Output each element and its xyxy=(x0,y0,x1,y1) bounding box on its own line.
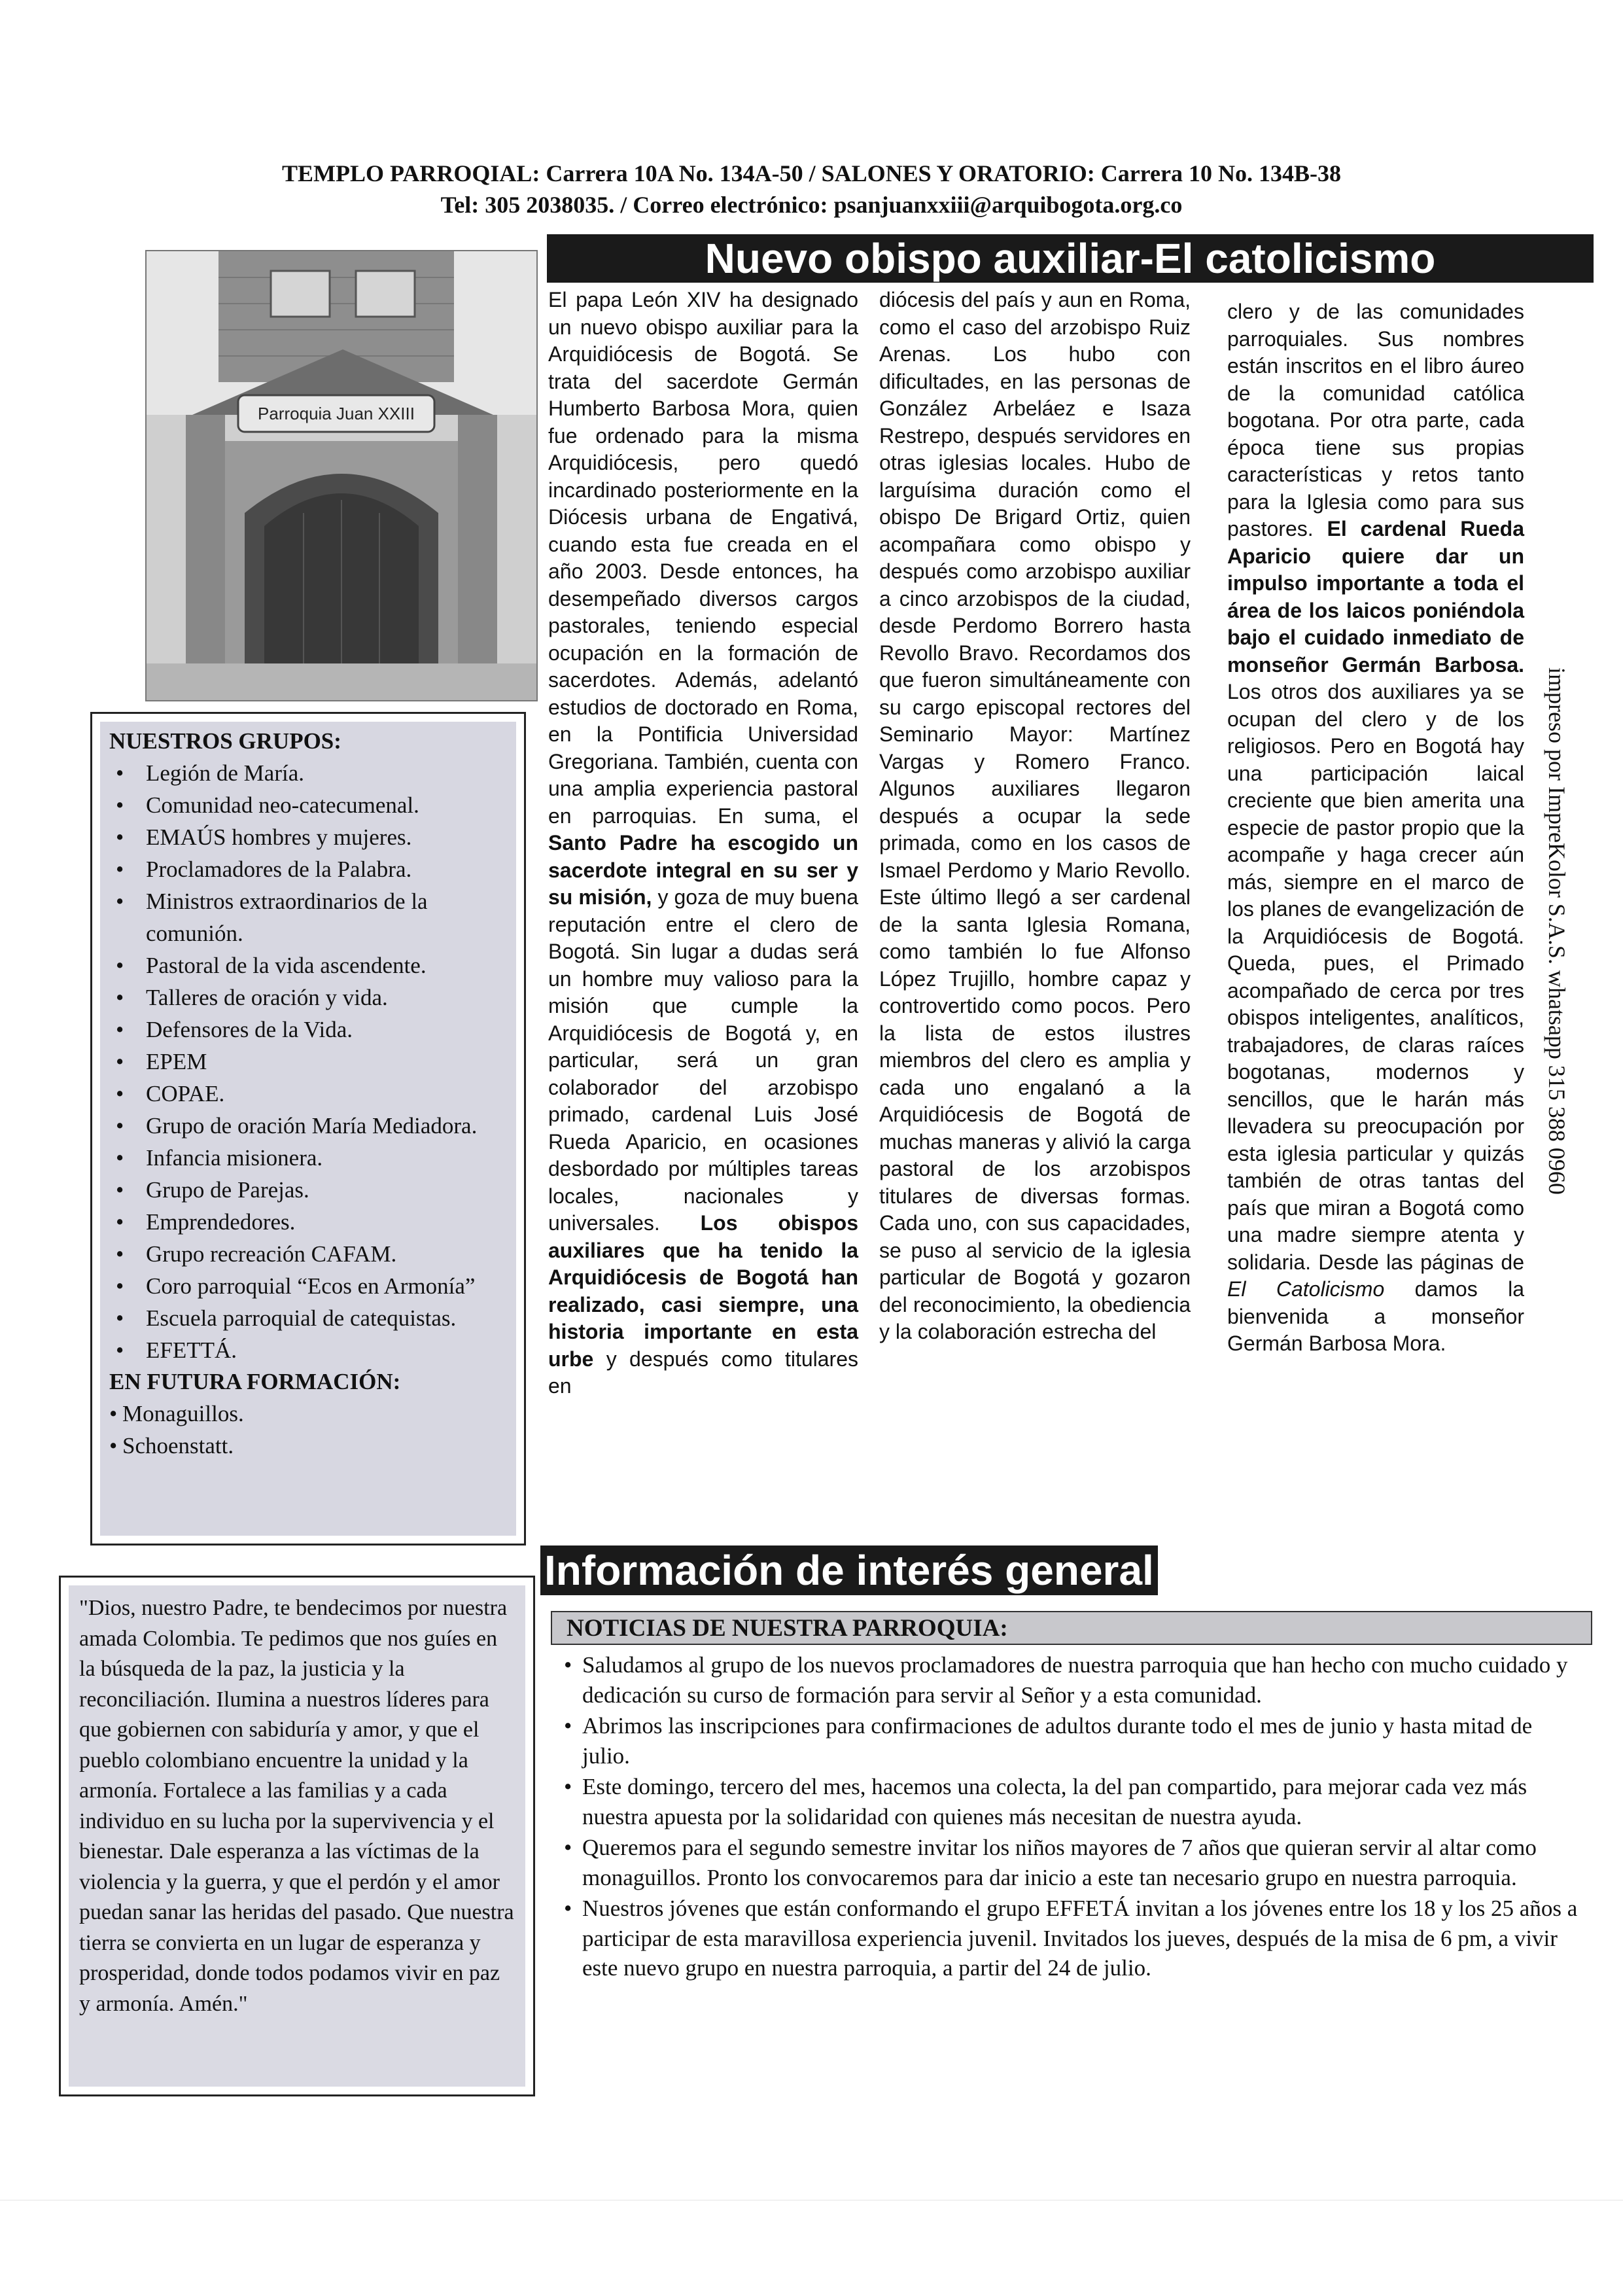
article-text-run: Los otros dos auxiliares ya se ocupan del clero y de los religiosos. Pero en Bogotá hay una participación laical creciente que bien amerita una especie de pastor propio que la acompañe y haga crecer aún más, siempre en el marco de los planes de evangelización de la Arquidiócesis de Bogotá. Queda, pues, el Primado acompañado de cerca por tres obispos inteligentes, analíticos, trabajadores, de claras raíces bogotanas, modernos y sencillos, que le harán más llevadera su preocupación por esta iglesia particular y quizás también de otras tantas del país que miran a Bogotá como una madre siempre atenta y solidaria. Desde las páginas de xyxy=(1227,680,1524,1274)
groups-box xyxy=(90,712,526,1545)
article-column-3 xyxy=(1227,298,1524,1358)
noticia-item: • Abrimos las inscripciones para confirmaciones de adultos durante todo el mes de junio y hasta mitad de julio. xyxy=(564,1711,1583,1771)
article-text-run: El papa León XIV ha designado un nuevo obispo auxiliar para la Arquidiócesis de Bogotá. Se trata del sacerdote Germán Humberto Barbosa Mora, quien fue ordenado para la misma Arquidiócesis, pero quedó incardinado posteriormente en la Diócesis urbana de Engativá, cuando esta fue creada en el año 2003. Desde entonces, ha desempeñado diversos cargos pastorales, teniendo especial ocupación en la formación de sacerdotes. Además, adelantó estudios de doctorado en Roma, en la Pontificia Universidad Gregoriana. También, cuenta con una amplia experiencia pastoral en parroquias. En suma, el xyxy=(548,288,858,828)
group-item: • Infancia misionera. xyxy=(109,1142,507,1174)
article-title: Nuevo obispo auxiliar-El catolicismo xyxy=(547,234,1594,283)
article-column-2 xyxy=(879,287,1191,1346)
header-line-contact: Tel: 305 2038035. / Correo electrónico: psanjuanxxiii@arquibogota.org.co xyxy=(440,192,1183,218)
article-text-run: Santo Padre ha escogido un sacerdote integral en su ser y su misión, xyxy=(548,831,858,909)
group-item: • EPEM xyxy=(109,1046,507,1078)
group-item: • Grupo recreación CAFAM. xyxy=(109,1238,507,1270)
noticias-title: NOTICIAS DE NUESTRA PARROQUIA: xyxy=(551,1611,1592,1645)
group-item: • Emprendedores. xyxy=(109,1206,507,1238)
article-column-1 xyxy=(548,287,858,1400)
group-item: • COPAE. xyxy=(109,1078,507,1110)
future-groups-title: EN FUTURA FORMACIÓN: xyxy=(109,1369,401,1394)
group-item: • Escuela parroquial de catequistas. xyxy=(109,1302,507,1334)
group-item: • EMAÚS hombres y mujeres. xyxy=(109,821,507,853)
noticia-item: • Saludamos al grupo de los nuevos proclamadores de nuestra parroquia que han hecho con mucho cuidado y dedicación su curso de formación para servir al Señor y a esta comunidad. xyxy=(564,1650,1583,1710)
group-item: • Grupo de oración María Mediadora. xyxy=(109,1110,507,1142)
article-text-run: y goza de muy buena reputación entre el clero de Bogotá. Sin lugar a dudas será un hombre muy valioso para la misión que cumple la Arquidiócesis de Bogotá y, en particular, será un gran colaborador del arzobispo primado, cardenal Luis José Rueda Aparicio, en ocasiones desbordado por múltiples tareas locales, nacionales y universales. xyxy=(548,885,859,1235)
printer-credit: impreso por ImpreKolor S.A.S. whatsapp 315 388 0960 xyxy=(1544,667,1570,1195)
groups-title: NUESTROS GRUPOS: xyxy=(109,728,341,754)
noticias-list xyxy=(564,1650,1583,1983)
church-sign: Parroquia Juan XXIII xyxy=(258,404,415,423)
future-group-item: • Schoenstatt. xyxy=(109,1430,507,1462)
article-text-run: El cardenal Rueda Aparicio quiere dar un impulso importante a toda el área de los laicos poniéndola bajo el cuidado inmediato de monseñor Germán Barbosa. xyxy=(1227,517,1524,677)
group-item: • Legión de María. xyxy=(109,757,507,789)
group-item: • Ministros extraordinarios de la comunión. xyxy=(109,885,507,949)
header-line-address: TEMPLO PARROQIAL: Carrera 10A No. 134A-50 / SALONES Y ORATORIO: Carrera 10 No. 134B-38 xyxy=(282,160,1341,186)
noticia-item: • Nuestros jóvenes que están conformando el grupo EFFETÁ invitan a los jóvenes entre los 18 y los 25 años a participar de esta maravillosa experiencia juvenil. Invitados los jueves, después de la misa de 6 pm, a vivir este nuevo grupo en nuestra parroquia, a partir del 24 de julio. xyxy=(564,1894,1583,1983)
groups-list xyxy=(109,757,507,1366)
article-text-run: El Catolicismo xyxy=(1227,1277,1385,1301)
group-item: • Comunidad neo-catecumenal. xyxy=(109,789,507,821)
article-text-run: y después como titulares en xyxy=(548,1347,858,1398)
noticia-item: • Queremos para el segundo semestre invitar los niños mayores de 7 años que quieran servir al altar como monaguillos. Pronto los convocaremos para dar inicio a este tan necesario grupo en nuestra parroquia. xyxy=(564,1833,1583,1892)
group-item: • Defensores de la Vida. xyxy=(109,1014,507,1046)
church-illustration xyxy=(147,251,536,700)
group-item: • Pastoral de la vida ascendente. xyxy=(109,949,507,981)
group-item: • Proclamadores de la Palabra. xyxy=(109,853,507,885)
prayer-box xyxy=(59,1576,535,2096)
church-photo xyxy=(145,250,538,701)
article-text-run: damos la bienvenida a monseñor Germán Barbosa Mora. xyxy=(1227,1277,1524,1355)
future-groups-list xyxy=(109,1398,507,1462)
info-title: Información de interés general xyxy=(540,1545,1158,1595)
group-item: • Grupo de Parejas. xyxy=(109,1174,507,1206)
prayer-text: "Dios, nuestro Padre, te bendecimos por nuestra amada Colombia. Te pedimos que nos guíes en la búsqueda de la paz, la justicia y la reconciliación. Ilumina a nuestros líderes para que gobiernen con sabiduría y amor, y que el pueblo colombiano encuentre la unidad y la armonía. Fortalece a las familias y a cada individuo en su lucha por la supervivencia y el bienestar. Dale esperanza a las víctimas de la violencia y la guerra, y que el perdón y el amor puedan sanar las heridas del pasado. Que nuestra tierra se convierta en un lugar de esperanza y prosperidad, donde todos podamos vivir en paz y armonía. Amén." xyxy=(69,1585,525,2087)
noticia-item: • Este domingo, tercero del mes, hacemos una colecta, la del pan compartido, para mejorar cada vez más nuestra apuesta por la solidaridad con quienes más necesitan de nuestra ayuda. xyxy=(564,1772,1583,1831)
article-text-run: Los obispos auxiliares que ha tenido la Arquidiócesis de Bogotá han realizado, casi siempre, una historia importante en esta urbe xyxy=(548,1211,858,1371)
noticias-section xyxy=(564,1650,1583,1985)
future-group-item: • Monaguillos. xyxy=(109,1398,507,1430)
group-item: • Talleres de oración y vida. xyxy=(109,981,507,1014)
group-item: • EFETTÁ. xyxy=(109,1334,507,1366)
article-text-run: diócesis del país y aun en Roma, como el caso del arzobispo Ruiz Arenas. Los hubo con dificultades, en las personas de González Arbeláez e Isaza Restrepo, después servidores en otras iglesias locales. Hubo de larguísima duración como el obispo De Brigard Ortiz, quien acompañara como obispo y después como arzobispo auxiliar a cinco arzobispos de la ciudad, desde Perdomo Borrero hasta Revollo Bravo. Recordamos dos que fueron simultáneamente con su cargo episcopal rectores del Seminario Mayor: Martínez Vargas y Romero Franco. Algunos auxiliares llegaron después a ocupar la sede primada, como en los casos de Ismael Perdomo y Mario Revollo. Este último llegó a ser cardenal de la santa Iglesia Romana, como también lo fue Alfonso López Trujillo, hombre capaz y controvertido como pocos. Pero la lista de estos ilustres miembros del clero es amplia y cada uno engalanó a la Arquidiócesis de Bogotá de muchas maneras y alivió la carga pastoral de los arzobispos titulares de diversas formas. Cada uno, con sus capacidades, se puso al servicio de la iglesia particular de Bogotá y gozaron del reconocimiento, la obediencia y la colaboración estrecha del xyxy=(879,288,1191,1343)
group-item: • Coro parroquial “Ecos en Armonía” xyxy=(109,1270,507,1302)
article-text-run: clero y de las comunidades parroquiales. Sus nombres están inscritos en el libro áureo de la comunidad católica bogotana. Por otra parte, cada época tiene sus propias características y retos tanto para la Iglesia como para sus pastores. xyxy=(1227,300,1524,540)
